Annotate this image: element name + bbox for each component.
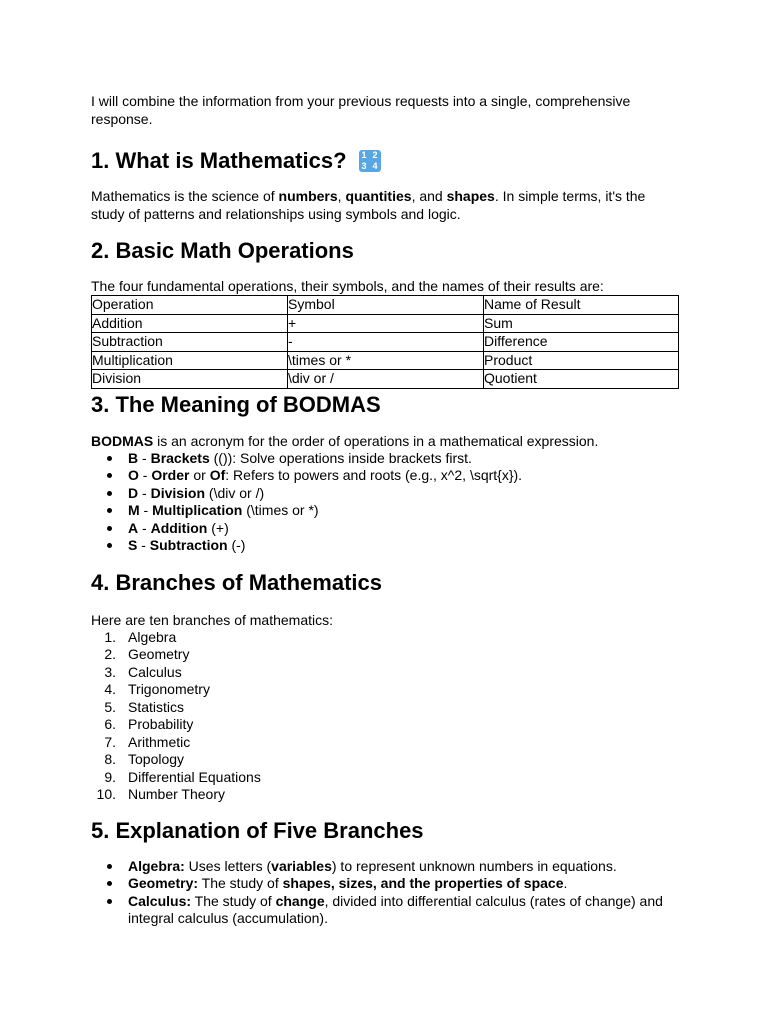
table-header-cell: Operation (92, 296, 288, 315)
table-cell: Sum (484, 314, 679, 333)
text-run: , (337, 188, 346, 204)
text-run: - (137, 537, 150, 553)
text-run: or (189, 467, 210, 483)
list-number: 10. (96, 786, 116, 802)
list-number: 4. (104, 681, 116, 697)
list-item (91, 734, 681, 752)
list-item (91, 769, 681, 787)
text-run: ) to represent unknown numbers in equations. (331, 857, 617, 874)
bold-term: numbers (278, 188, 338, 204)
bold-term: Brackets (150, 449, 210, 466)
list-item-label: Geometry (128, 646, 190, 662)
table-cell: - (288, 333, 484, 352)
bold-letter: S (128, 537, 138, 553)
table-cell: \times or * (288, 351, 484, 370)
text-run: - (138, 449, 151, 466)
list-number: 9. (104, 768, 116, 785)
table-row (92, 370, 679, 389)
list-item-label: Statistics (128, 698, 185, 715)
heading-text: 1. What is Mathematics? (91, 148, 347, 173)
table-cell: Subtraction (92, 333, 288, 352)
text-run: . (563, 875, 568, 891)
list-item (91, 450, 681, 468)
list-item-label: Algebra (128, 628, 177, 645)
list-item (91, 646, 681, 664)
bold-term: Order (151, 467, 190, 483)
emoji-digit: 2 (372, 150, 378, 160)
input-numbers-icon (359, 150, 381, 172)
bold-term: shapes, sizes, and the properties of space (282, 875, 564, 891)
table-cell: Quotient (484, 370, 679, 389)
table-cell: Addition (92, 314, 288, 333)
list-number: 8. (104, 751, 116, 767)
bold-term: change (275, 892, 325, 909)
document-content (91, 92, 681, 928)
emoji-digit: 1 (361, 150, 367, 160)
list-item (91, 716, 681, 734)
bold-letter: D (128, 484, 139, 501)
bold-term: Of (209, 467, 226, 483)
table-row (92, 351, 679, 370)
list-item-label: Differential Equations (128, 768, 261, 785)
table-cell: Difference (484, 333, 679, 352)
list-item-label: Topology (128, 751, 185, 767)
table-header-row (92, 296, 679, 315)
text-run: - (138, 519, 151, 536)
text-run: - (138, 484, 151, 501)
five-branches-list (91, 858, 681, 928)
what-is-math-paragraph (91, 187, 681, 223)
table-cell: \div or / (288, 370, 484, 389)
bold-term: Geometry: (128, 875, 199, 891)
table-header-cell: Symbol (288, 296, 484, 315)
heading-what-is-mathematics (91, 147, 681, 175)
list-item (91, 664, 681, 682)
list-number: 5. (104, 698, 116, 715)
list-item-label: Arithmetic (128, 733, 191, 750)
bodmas-paragraph (91, 432, 681, 450)
text-run: is an acronym for the order of operations in a mathematical expression. (153, 432, 599, 449)
text-run: Uses letters ( (184, 857, 272, 874)
text-run: The study of (191, 892, 276, 909)
list-item-label: Probability (128, 716, 194, 732)
text-run: (-) (227, 537, 246, 553)
list-item (91, 858, 681, 876)
table-cell: + (288, 314, 484, 333)
bold-term: Addition (150, 519, 208, 536)
list-item (91, 537, 681, 555)
list-number: 1. (104, 628, 116, 645)
list-item (91, 699, 681, 717)
bold-term: Algebra: (128, 857, 185, 874)
heading-basic-operations: 2. Basic Math Operations (91, 238, 354, 263)
table-header-cell: Name of Result (484, 296, 679, 315)
bold-term: Calculus: (128, 892, 192, 909)
list-item-label: Calculus (128, 663, 182, 680)
bodmas-list (91, 450, 681, 555)
table-row (92, 333, 679, 352)
branches-intro: Here are ten branches of mathematics: (91, 611, 334, 628)
text-run: , divided into differential calculus (rates of change) and integral calculus (accumulation). (128, 892, 663, 926)
list-item (91, 751, 681, 769)
list-item (91, 629, 681, 647)
bold-term: quantities (345, 188, 412, 204)
text-run: (\times or *) (242, 502, 319, 518)
bold-letter: B (128, 449, 139, 466)
bold-letter: O (128, 467, 139, 483)
list-item (91, 467, 681, 485)
bold-term: variables (271, 857, 332, 874)
emoji-digit: 4 (372, 161, 378, 171)
heading-branches: 4. Branches of Mathematics (91, 569, 382, 595)
emoji-digit: 3 (361, 161, 367, 171)
list-item (91, 893, 681, 928)
list-item (91, 786, 681, 804)
list-item-label: Number Theory (128, 786, 226, 802)
text-run: , and (411, 188, 447, 204)
list-item (91, 875, 681, 893)
text-run: (+) (207, 519, 229, 536)
operations-table (91, 295, 679, 389)
heading-bodmas: 3. The Meaning of BODMAS (91, 391, 381, 417)
list-number: 6. (104, 716, 116, 732)
text-run: - (139, 502, 153, 518)
list-item (91, 502, 681, 520)
text-run: . In simple terms, it's the study of patterns and relationships using symbols and logic. (91, 188, 646, 222)
bold-term: Division (150, 484, 206, 501)
text-run: The study of (198, 875, 283, 891)
intro-paragraph: I will combine the information from your previous requests into a single, comprehensive response. (91, 93, 631, 127)
bold-letter: A (128, 519, 139, 536)
bold-term: BODMAS (91, 432, 154, 449)
text-run: : Refers to powers and roots (e.g., x^2, \sqrt{x}). (225, 467, 523, 483)
list-number: 2. (104, 646, 116, 662)
table-cell: Division (92, 370, 288, 389)
list-item (91, 485, 681, 503)
bold-term: shapes (446, 188, 495, 204)
list-number: 3. (104, 663, 116, 680)
heading-five-branches: 5. Explanation of Five Branches (91, 817, 424, 843)
list-item (91, 681, 681, 699)
table-cell: Product (484, 351, 679, 370)
operations-intro: The four fundamental operations, their symbols, and the names of their results are: (91, 278, 604, 294)
text-run: (()): Solve operations inside brackets first. (209, 449, 472, 466)
list-item-label: Trigonometry (128, 681, 210, 697)
table-cell: Multiplication (92, 351, 288, 370)
list-item (91, 520, 681, 538)
bold-term: Multiplication (152, 502, 243, 518)
text-run: Mathematics is the science of (91, 188, 279, 204)
branches-list (91, 629, 681, 804)
bold-term: Subtraction (149, 537, 228, 553)
bold-letter: M (128, 502, 140, 518)
list-number: 7. (104, 733, 116, 750)
text-run: - (138, 467, 152, 483)
text-run: (\div or /) (205, 484, 265, 501)
table-row (92, 314, 679, 333)
